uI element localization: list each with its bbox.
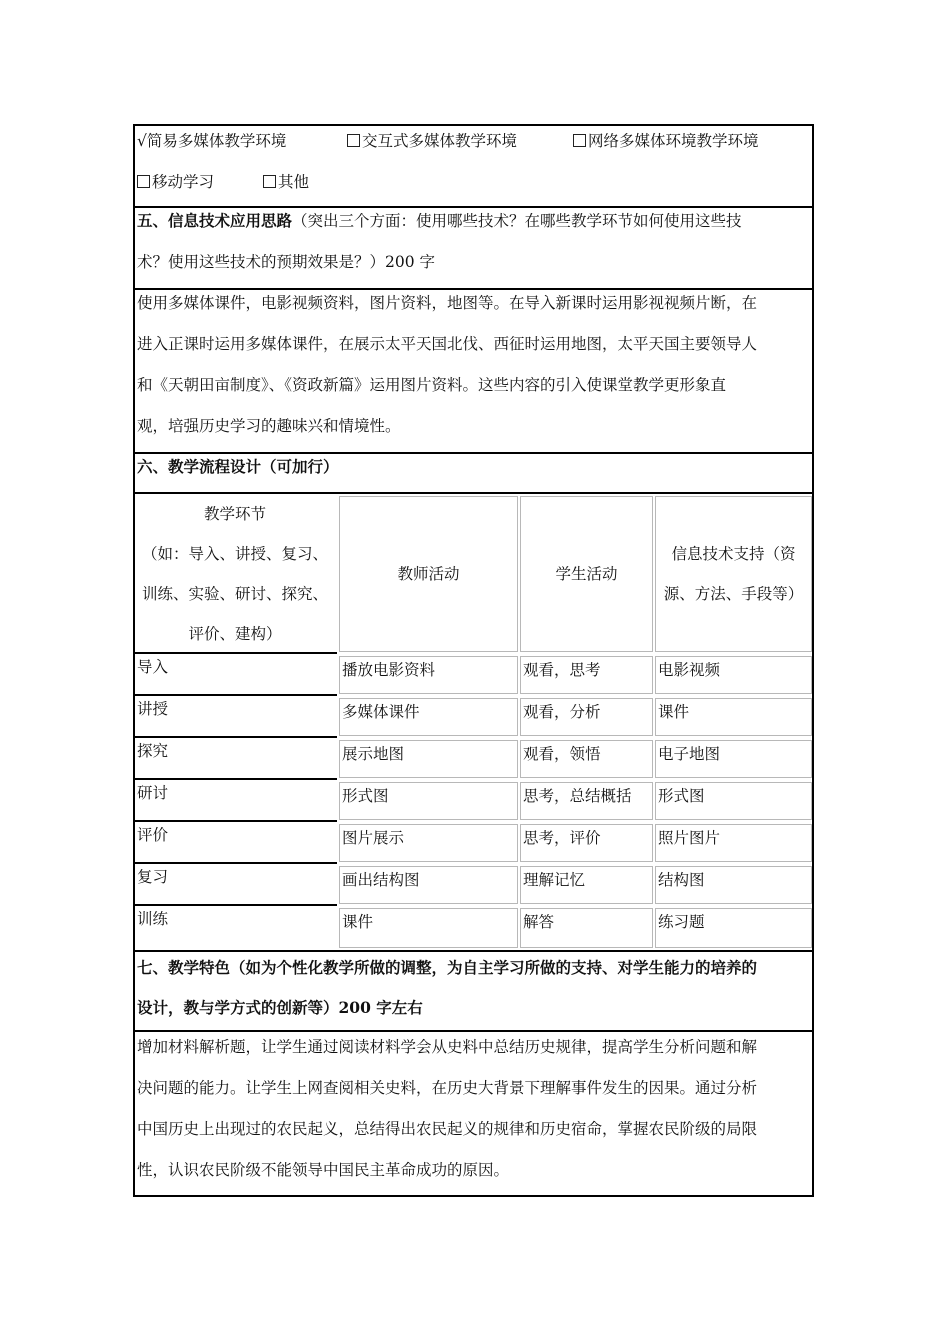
lesson-plan-form <box>133 124 814 1197</box>
header-tech <box>655 496 812 652</box>
section5-body-line: 进入正课时运用多媒体课件，在展示太平天国北伐、西征时运用地图，太平天国主要领导人 <box>137 335 758 353</box>
header-stage-line: 训练、实验、研讨、探究、 <box>141 585 328 603</box>
checkbox-empty-icon <box>263 175 276 188</box>
checkbox-empty-icon <box>573 134 586 147</box>
section7-body-line: 增加材料解析题，让学生通过阅读材料学会从史料中总结历史规律，提高学生分析问题和解 <box>137 1038 758 1056</box>
header-student-label: 学生活动 <box>555 565 618 583</box>
table-row-student: 理解记忆 <box>520 866 653 904</box>
table-row-student: 观看，思考 <box>520 656 653 694</box>
table-row-teacher: 图片展示 <box>339 824 518 862</box>
table-row-tech: 形式图 <box>655 782 812 820</box>
section5-body-line: 使用多媒体课件，电影视频资料，图片资料，地图等。在导入新课时运用影视视频片断，在 <box>137 294 758 312</box>
table-row-tech: 练习题 <box>655 908 812 948</box>
table-row-student: 思考，总结概括 <box>520 782 653 820</box>
table-row-tech: 课件 <box>655 698 812 736</box>
option-mobile-learning[interactable] <box>137 172 214 192</box>
option-label: 网络多媒体环境教学环境 <box>588 132 759 150</box>
table-row-student: 观看，领悟 <box>520 740 653 778</box>
header-stage-line: 教学环节 <box>203 505 266 523</box>
section7-body-line: 决问题的能力。让学生上网查阅相关史料，在历史大背景下理解事件发生的因果。通过分析 <box>137 1079 758 1097</box>
option-label: 移动学习 <box>152 173 215 191</box>
section7-title-line2: 设计，教与学方式的创新等）200 字左右 <box>137 998 423 1017</box>
section7-body-line: 性，认识农民阶级不能领导中国民主革命成功的原因。 <box>137 1161 510 1179</box>
section6-title: 六、教学流程设计（可加行） <box>137 457 339 476</box>
table-row-teacher: 画出结构图 <box>339 866 518 904</box>
table-row-stage: 评价 <box>135 822 337 864</box>
header-tech-line: 信息技术支持（资 <box>671 545 796 563</box>
header-stage <box>135 494 337 654</box>
table-row-tech: 电影视频 <box>655 656 812 694</box>
header-student <box>520 496 653 652</box>
table-row-stage: 训练 <box>137 910 169 928</box>
section7-body <box>135 1032 812 1195</box>
section5-body <box>135 290 812 452</box>
table-row-teacher: 播放电影资料 <box>339 656 518 694</box>
table-row-teacher: 课件 <box>339 908 518 948</box>
table-row-teacher: 形式图 <box>339 782 518 820</box>
check-mark-icon: √ <box>137 132 147 150</box>
section6-heading <box>135 454 812 492</box>
table-row-student: 思考，评价 <box>520 824 653 862</box>
header-tech-line: 源、方法、手段等） <box>663 585 804 603</box>
option-simple-multimedia[interactable] <box>137 131 286 151</box>
option-other[interactable] <box>263 172 309 192</box>
table-row-stage: 探究 <box>135 738 337 780</box>
header-stage-line: （如：导入、讲授、复习、 <box>141 545 328 563</box>
table-row-student: 观看，分析 <box>520 698 653 736</box>
section7-title: 七、教学特色（如为个性化教学所做的调整，为自主学习所做的支持、对学生能力的培养的 <box>137 958 758 977</box>
table-row-stage: 讲授 <box>135 696 337 738</box>
section7-heading <box>135 952 812 1030</box>
table-row-stage: 研讨 <box>135 780 337 822</box>
option-network-multimedia[interactable] <box>573 131 759 151</box>
header-stage-line: 评价、建构） <box>188 625 282 643</box>
table-row-tech: 结构图 <box>655 866 812 904</box>
section5-title: 五、信息技术应用思路 <box>137 211 293 230</box>
environment-options <box>135 126 812 206</box>
section5-body-line: 和《天朝田亩制度》、《资政新篇》运用图片资料。这些内容的引入使课堂教学更形象直 <box>137 376 727 394</box>
section7-body-line: 中国历史上出现过的农民起义，总结得出农民起义的规律和历史宿命，掌握农民阶级的局限 <box>137 1120 758 1138</box>
section5-title-note: （突出三个方面：使用哪些技术？在哪些教学环节如何使用这些技 <box>292 212 742 230</box>
option-label: 其他 <box>278 173 310 191</box>
checkbox-empty-icon <box>137 175 150 188</box>
checkbox-empty-icon <box>347 134 360 147</box>
option-interactive-multimedia[interactable] <box>347 131 517 151</box>
section5-heading <box>135 208 812 288</box>
table-row-stage: 导入 <box>135 654 337 696</box>
table-row-teacher: 展示地图 <box>339 740 518 778</box>
table-row-stage: 复习 <box>135 864 337 906</box>
section5-title-note-line2: 术？使用这些技术的预期效果是？）200 字 <box>137 253 436 271</box>
table-row-tech: 照片图片 <box>655 824 812 862</box>
section5-body-line: 观，培强历史学习的趣味兴和情境性。 <box>137 417 401 435</box>
header-teacher <box>339 496 518 652</box>
table-row-teacher: 多媒体课件 <box>339 698 518 736</box>
option-label: 简易多媒体教学环境 <box>146 132 287 150</box>
teaching-flow-table <box>135 494 812 950</box>
header-teacher-label: 教师活动 <box>397 565 460 583</box>
table-row-student: 解答 <box>520 908 653 948</box>
option-label: 交互式多媒体教学环境 <box>362 132 518 150</box>
table-row-tech: 电子地图 <box>655 740 812 778</box>
